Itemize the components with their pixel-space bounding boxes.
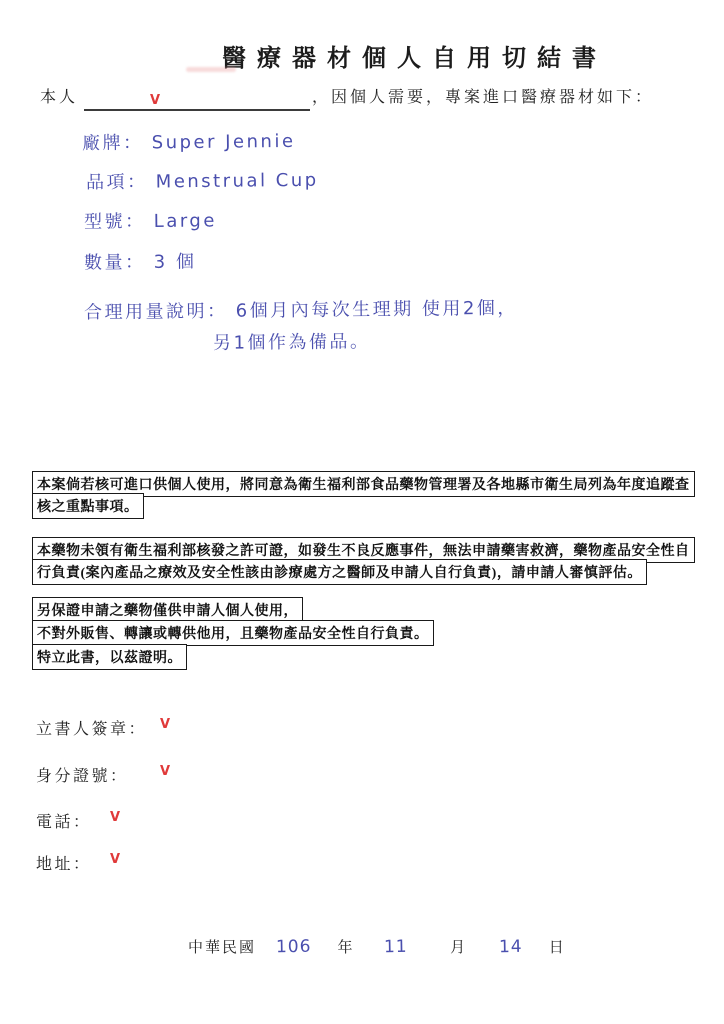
field-id-number: [36, 763, 436, 786]
check-mark-icon: V: [110, 852, 121, 867]
handwritten-brand: 廠牌： Super Jennie: [81, 130, 296, 155]
field-phone-label: 電話：: [36, 814, 92, 831]
field-signature: [36, 716, 436, 739]
declarant-line: [40, 84, 654, 111]
date-day-handwritten: 14: [498, 936, 523, 958]
notice-personal-use-line3: 特立此書，以茲證明。: [32, 644, 187, 670]
date-line: [188, 936, 566, 957]
check-mark-icon: V: [160, 717, 171, 732]
check-mark-icon: V: [110, 810, 121, 825]
document-title: 醫療器材個人自用切結書: [222, 46, 607, 72]
handwritten-usage-explanation-cont: 另1個作為備品。: [212, 331, 371, 354]
check-mark-icon: V: [160, 764, 171, 779]
handwritten-usage-explanation: 合理用量說明： 6個月內每次生理期 使用2個，: [83, 297, 518, 324]
notice-tracking-line1: 本案倘若核可進口供個人使用，將同意為衛生福利部食品藥物管理署及各地縣市衛生局列為年度追蹤查: [32, 471, 695, 497]
field-phone: [36, 809, 436, 832]
date-month-unit: 月: [450, 940, 468, 956]
field-address-label: 地址：: [36, 856, 92, 873]
date-day-unit: 日: [548, 940, 566, 956]
notice-liability-line1: 本藥物未領有衛生福利部核發之許可證，如發生不良反應事件，無法申請藥害救濟，藥物產品安全性自: [32, 537, 695, 563]
notice-personal-use-line2: 不對外販售、轉讓或轉供他用，且藥物產品安全性自行負責。: [32, 620, 434, 646]
date-year-unit: 年: [337, 940, 355, 956]
notice-tracking-line2: 核之重點事項。: [32, 493, 144, 519]
date-year-handwritten: 106: [275, 936, 312, 958]
notice-personal-use-line1: 另保證申請之藥物僅供申請人個人使用，: [32, 597, 303, 623]
handwritten-quantity: 數量： 3 個: [83, 251, 197, 274]
date-month-handwritten: 11: [384, 936, 409, 958]
notice-liability-line2: 行負責(案內產品之療效及安全性該由診療處方之醫師及申請人自行負責)，請申請人審慎評估。: [32, 559, 647, 585]
field-address: [36, 851, 436, 874]
scan-artifact: [186, 67, 236, 72]
handwritten-model: 型號： Large: [83, 210, 217, 233]
declarant-name-blank: [84, 91, 310, 111]
field-signature-label: 立書人簽章：: [36, 721, 148, 738]
field-id-number-label: 身分證號：: [36, 768, 129, 785]
date-era: 中華民國: [188, 940, 257, 956]
handwritten-item: 品項： Menstrual Cup: [85, 169, 319, 194]
declarant-label: 本人: [40, 89, 79, 106]
check-mark-icon: V: [150, 93, 161, 108]
declarant-line-suffix: ，因個人需要，專案進口醫療器材如下：: [312, 89, 655, 106]
